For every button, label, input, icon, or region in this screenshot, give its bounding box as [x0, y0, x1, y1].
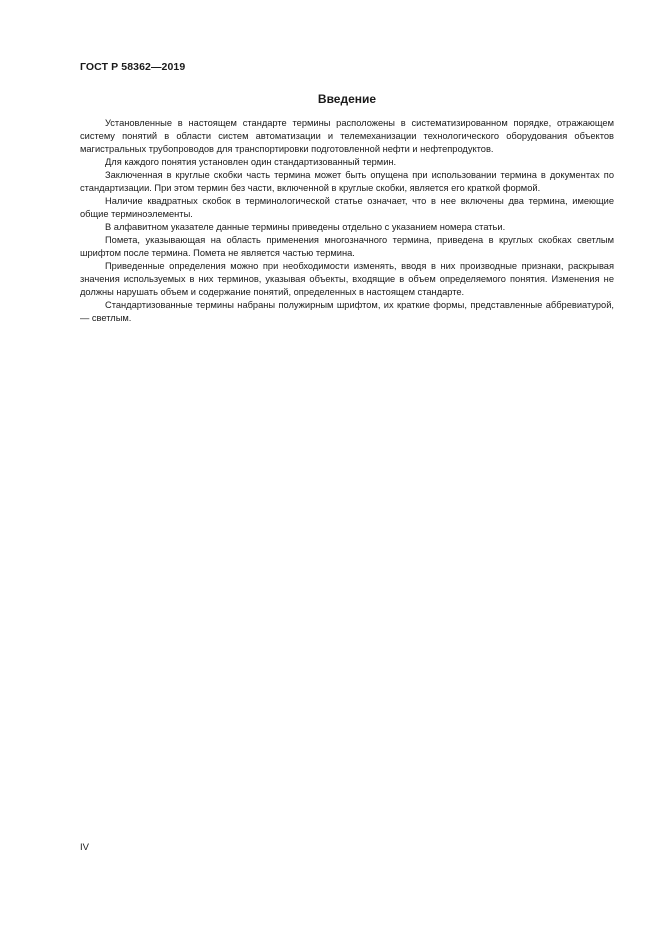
page-number: IV	[80, 842, 89, 853]
paragraph: Наличие квадратных скобок в терминологической статье означает, что в нее включены два термина, имеющие общие терминоэлементы.	[80, 196, 614, 219]
introduction-body	[80, 117, 614, 325]
paragraph: Для каждого понятия установлен один стандартизованный термин.	[105, 157, 397, 167]
document-code: ГОСТ Р 58362—2019	[80, 61, 186, 73]
paragraph: Заключенная в круглые скобки часть термина может быть опущена при использовании термина в документах по стандартизации. При этом термин без части, включенной в круглые скобки, является его краткой формой.	[80, 170, 614, 193]
paragraph: Помета, указывающая на область применения многозначного термина, приведена в круглых скобках светлым шрифтом после термина. Помета не является частью термина.	[80, 235, 614, 258]
paragraph: Установленные в настоящем стандарте термины расположены в систематизированном порядке, отражающем систему понятий в области систем автоматизации и телемеханизации технологического оборудования объектов магистральных трубопроводов для транспортировки подготовленной нефти и нефтепродуктов.	[80, 118, 614, 154]
paragraph: В алфавитном указателе данные термины приведены отдельно с указанием номера статьи.	[105, 222, 506, 232]
paragraph: Стандартизованные термины набраны полужирным шрифтом, их краткие формы, представленные аббревиатурой, — светлым.	[80, 300, 614, 323]
section-title: Введение	[317, 92, 377, 106]
paragraph: Приведенные определения можно при необходимости изменять, вводя в них производные признаки, раскрывая значения используемых в них терминов, указывая объекты, входящие в объем определяемого понятия. Изменения не должны нарушать объем и содержание понятий, определенных в настоящем стандарте.	[80, 261, 614, 297]
